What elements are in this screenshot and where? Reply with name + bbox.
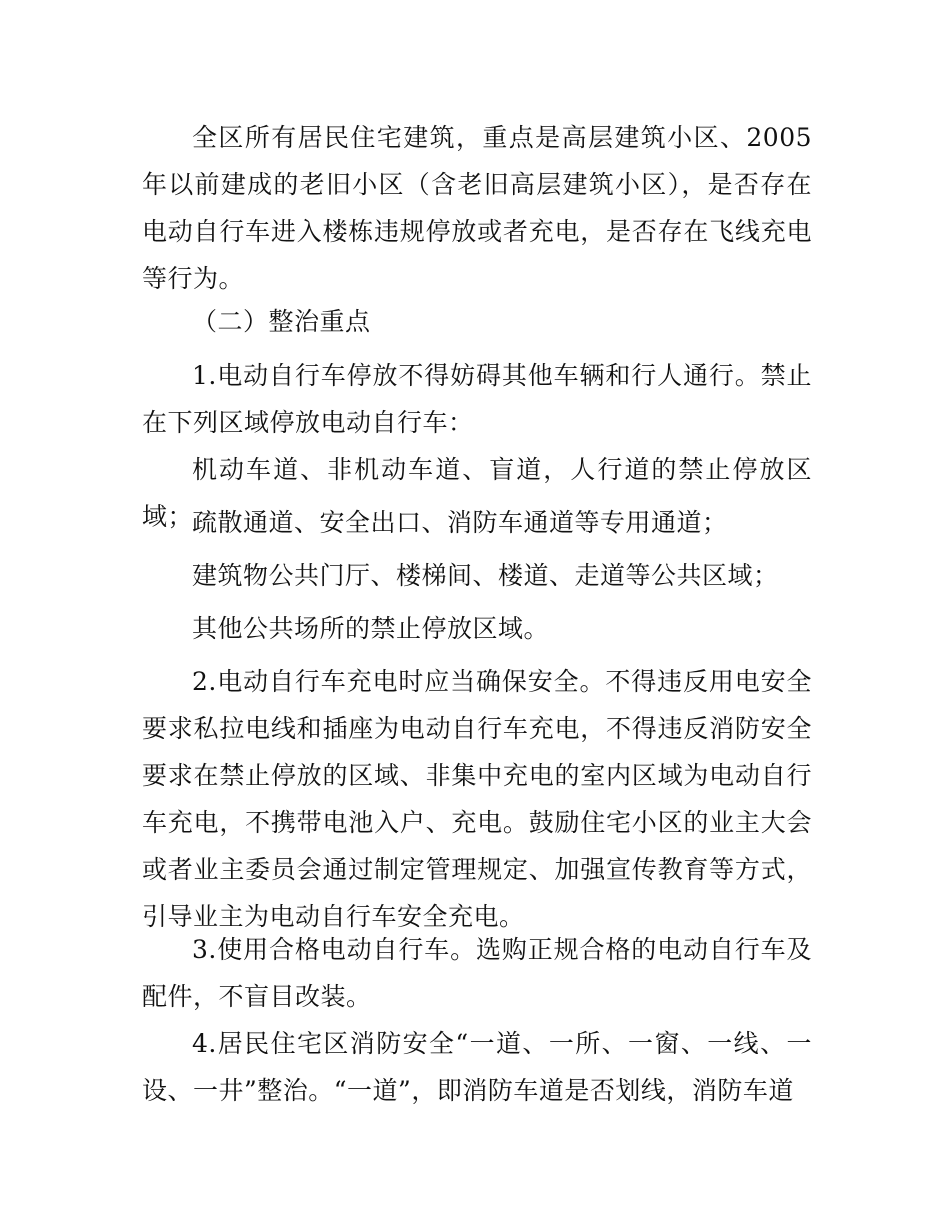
section-heading-rectification-focus: （二）整治重点 (192, 307, 371, 336)
paragraph-list-line-1: 机动车道、非机动车道、盲道，人行道的禁止停放区域； (142, 455, 812, 531)
paragraph-list-line-3: 建筑物公共门厅、楼梯间、楼道、走道等公共区域； (192, 561, 779, 590)
paragraph-list-line-2: 疏散通道、安全出口、消防车通道等专用通道； (192, 508, 728, 537)
paragraph-item-3: 3.使用合格电动自行车。选购正规合格的电动自行车及配件，不盲目改装。 (142, 935, 812, 1011)
paragraph-scope: 全区所有居民住宅建筑，重点是高层建筑小区、2005年以前建成的老旧小区（含老旧高层建筑小区），是否存在电动自行车进入楼栋违规停放或者充电，是否存在飞线充电等行为。 (142, 123, 812, 293)
paragraph-item-2: 2.电动自行车充电时应当确保安全。不得违反用电安全要求私拉电线和插座为电动自行车充电，不得违反消防安全要求在禁止停放的区域、非集中充电的室内区域为电动自行车充电，不携带电池入户、充电。鼓励住宅小区的业主大会或者业主委员会通过制定管理规定、加强宣传教育等方式，引导业主为电动自行车安全充电。 (142, 667, 812, 931)
paragraph-item-1: 1.电动自行车停放不得妨碍其他车辆和行人通行。禁止在下列区域停放电动自行车： (142, 361, 812, 437)
paragraph-item-4: 4.居民住宅区消防安全“一道、一所、一窗、一线、一设、一井”整治。“一道”，即消防车道是否划线，消防车道 (142, 1029, 812, 1105)
paragraph-list-line-4: 其他公共场所的禁止停放区域。 (192, 614, 550, 643)
